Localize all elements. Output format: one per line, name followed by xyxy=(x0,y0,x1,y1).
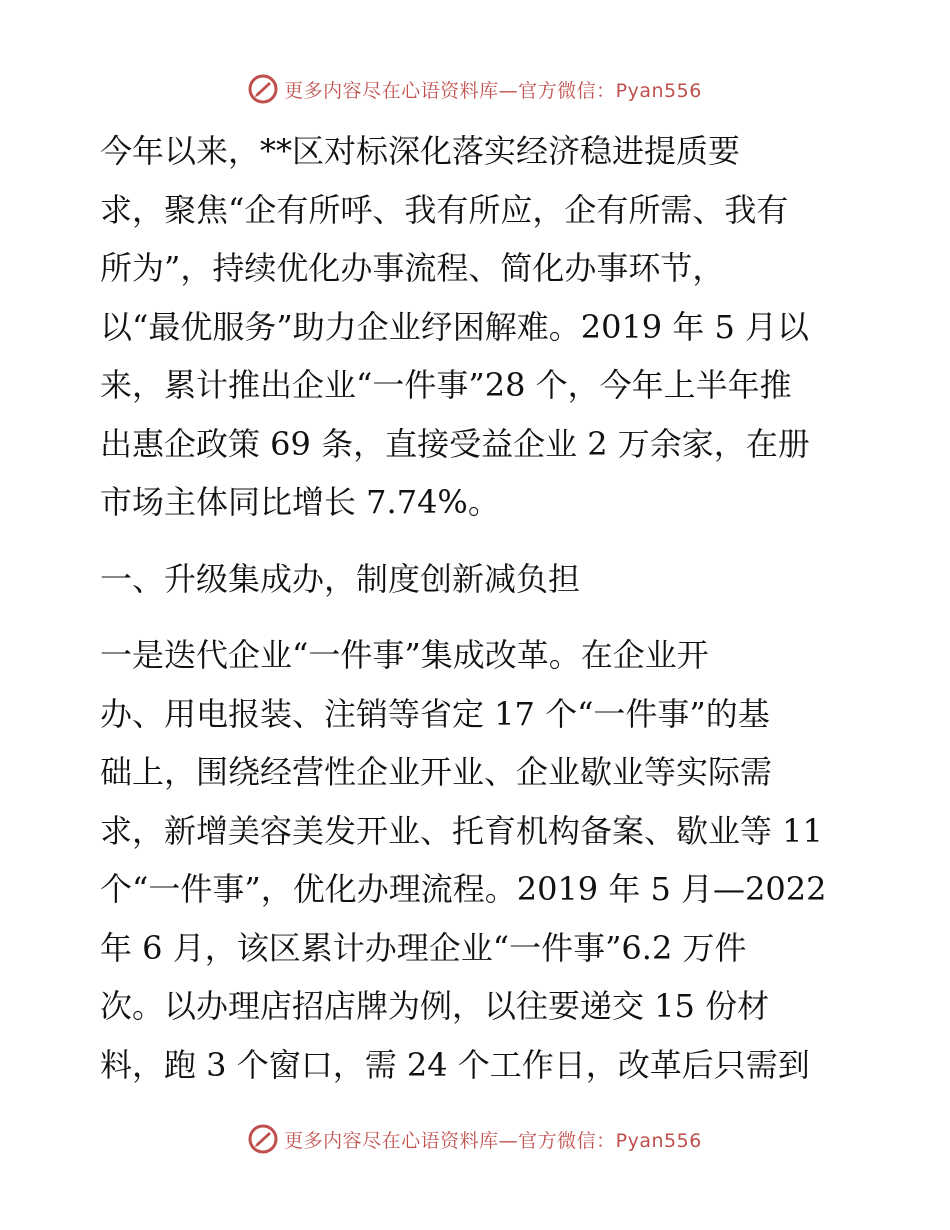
footer-watermark xyxy=(0,1124,950,1154)
text-line: 今年以来，**区对标深化落实经济稳进提质要 xyxy=(100,132,741,170)
text-line: 市场主体同比增长 7.74%。 xyxy=(100,483,500,521)
header-watermark xyxy=(0,74,950,104)
text-line: 求，新增美容美发开业、托育机构备案、歇业等 11 xyxy=(100,811,823,850)
text-line: 办、用电报装、注销等省定 17 个“一件事”的基 xyxy=(100,694,770,733)
text-line: 料，跑 3 个窗口，需 24 个工作日，改革后只需到 xyxy=(100,1045,810,1084)
logo-icon xyxy=(248,1124,278,1154)
text-line: 个“一件事”，优化办理流程。2019 年 5 月—2022 xyxy=(100,870,827,908)
section-heading: 一、升级集成办，制度创新减负担 xyxy=(100,559,581,598)
document-body xyxy=(100,122,870,1094)
text-line: 年 6 月，该区累计办理企业“一件事”6.2 万件 xyxy=(100,928,747,967)
watermark-text: 更多内容尽在心语资料库—官方微信：Pyan556 xyxy=(284,79,702,102)
text-line: 次。以办理店招店牌为例，以往要递交 15 份材 xyxy=(100,987,770,1025)
text-line: 出惠企政策 69 条，直接受益企业 2 万余家，在册 xyxy=(100,424,810,463)
text-line: 一是迭代企业“一件事”集成改革。在企业开 xyxy=(100,636,709,674)
logo-icon xyxy=(248,74,278,104)
text-line: 以“最优服务”助力企业纾困解难。2019 年 5 月以 xyxy=(100,307,810,346)
text-line: 础上，围绕经营性企业开业、企业歇业等实际需 xyxy=(100,753,773,791)
watermark-text: 更多内容尽在心语资料库—官方微信：Pyan556 xyxy=(284,1129,702,1152)
text-line: 来，累计推出企业“一件事”28 个，今年上半年推 xyxy=(100,366,792,404)
text-line: 求，聚焦“企有所呼、我有所应，企有所需、我有 xyxy=(100,190,789,229)
text-line: 所为”，持续优化办事流程、简化办事环节， xyxy=(100,249,725,287)
